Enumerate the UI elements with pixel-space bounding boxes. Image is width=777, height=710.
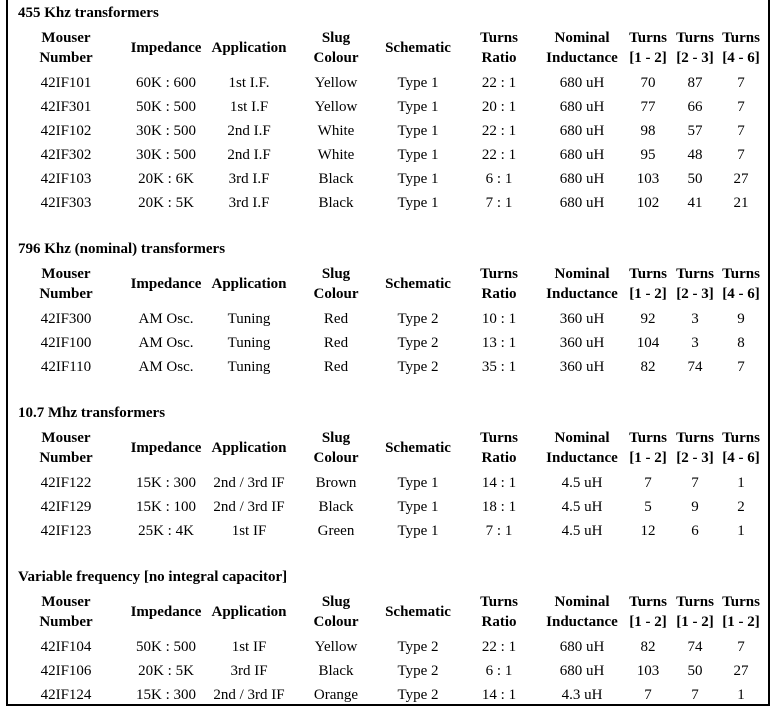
cell-turns-a: 82: [640, 639, 656, 655]
cell-mouser-number: 42IF104: [40, 639, 92, 655]
cell-nominal-inductance: 680 uH: [559, 663, 605, 679]
header-turns-1-line1: Turns: [676, 594, 714, 610]
header-turns-0-line1: Turns: [629, 594, 667, 610]
cell-application: Tuning: [227, 359, 271, 375]
cell-turns-b: 3: [691, 335, 699, 351]
cell-turns-ratio: 13 : 1: [481, 335, 517, 351]
cell-schematic: Type 1: [397, 123, 439, 139]
cell-application: Tuning: [227, 335, 271, 351]
header-nominal-inductance-line1: Nominal: [554, 30, 610, 46]
cell-slug-colour: Red: [323, 359, 349, 375]
cell-slug-colour: Orange: [313, 687, 359, 703]
cell-nominal-inductance: 680 uH: [559, 195, 605, 211]
cell-application: 1st IF: [231, 639, 267, 655]
cell-mouser-number: 42IF106: [40, 663, 92, 679]
header-slug-colour-line2: Colour: [313, 50, 359, 66]
cell-turns-a: 103: [636, 171, 660, 187]
header-slug-colour-line1: Slug: [321, 430, 351, 446]
header-slug-colour-line2: Colour: [313, 450, 359, 466]
cell-mouser-number: 42IF124: [40, 687, 92, 703]
header-turns-ratio-line2: Ratio: [481, 614, 517, 630]
cell-turns-b: 66: [687, 99, 703, 115]
header-turns-1-line2: [1 - 2]: [676, 614, 714, 630]
header-nominal-inductance-line1: Nominal: [554, 430, 610, 446]
cell-mouser-number: 42IF103: [40, 171, 92, 187]
cell-turns-c: 8: [737, 335, 745, 351]
section-title: 455 Khz transformers: [18, 5, 159, 21]
cell-turns-c: 7: [737, 99, 745, 115]
header-application: Application: [211, 604, 287, 620]
cell-impedance: AM Osc.: [138, 311, 194, 327]
header-turns-1-line2: [2 - 3]: [676, 50, 714, 66]
cell-schematic: Type 2: [397, 335, 439, 351]
cell-turns-ratio: 20 : 1: [481, 99, 517, 115]
cell-schematic: Type 2: [397, 311, 439, 327]
cell-turns-a: 102: [636, 195, 660, 211]
cell-turns-b: 6: [691, 523, 699, 539]
cell-turns-ratio: 7 : 1: [485, 195, 513, 211]
cell-nominal-inductance: 680 uH: [559, 75, 605, 91]
header-impedance: Impedance: [130, 604, 202, 620]
header-turns-2-line2: [1 - 2]: [722, 614, 760, 630]
header-turns-ratio-line2: Ratio: [481, 450, 517, 466]
cell-turns-b: 57: [687, 123, 703, 139]
header-mouser-number-line1: Mouser: [41, 430, 91, 446]
cell-schematic: Type 1: [397, 475, 439, 491]
header-nominal-inductance-line2: Inductance: [546, 614, 618, 630]
cell-impedance: 50K : 500: [136, 639, 196, 655]
header-mouser-number-line1: Mouser: [41, 594, 91, 610]
cell-turns-c: 9: [737, 311, 745, 327]
header-slug-colour-line2: Colour: [313, 286, 359, 302]
cell-turns-ratio: 6 : 1: [485, 663, 513, 679]
cell-nominal-inductance: 4.5 uH: [561, 499, 603, 515]
cell-turns-ratio: 14 : 1: [481, 475, 517, 491]
cell-mouser-number: 42IF122: [40, 475, 92, 491]
header-turns-ratio-line1: Turns: [480, 30, 518, 46]
cell-schematic: Type 1: [397, 171, 439, 187]
cell-nominal-inductance: 680 uH: [559, 99, 605, 115]
header-turns-2-line2: [4 - 6]: [722, 450, 760, 466]
header-turns-0-line1: Turns: [629, 266, 667, 282]
header-mouser-number-line2: Number: [39, 50, 93, 66]
cell-turns-c: 1: [737, 475, 745, 491]
cell-slug-colour: Black: [318, 499, 354, 515]
header-nominal-inductance-line1: Nominal: [554, 266, 610, 282]
header-impedance: Impedance: [130, 276, 202, 292]
cell-turns-c: 7: [737, 639, 745, 655]
cell-turns-ratio: 14 : 1: [481, 687, 517, 703]
cell-slug-colour: Black: [318, 195, 354, 211]
header-schematic: Schematic: [385, 604, 451, 620]
cell-nominal-inductance: 680 uH: [559, 123, 605, 139]
header-turns-ratio-line1: Turns: [480, 266, 518, 282]
header-turns-0-line2: [1 - 2]: [629, 450, 667, 466]
cell-turns-b: 74: [687, 359, 703, 375]
header-turns-2-line1: Turns: [722, 30, 760, 46]
cell-schematic: Type 2: [397, 359, 439, 375]
cell-turns-a: 12: [640, 523, 656, 539]
cell-slug-colour: Black: [318, 663, 354, 679]
cell-turns-ratio: 22 : 1: [481, 639, 517, 655]
cell-turns-a: 95: [640, 147, 656, 163]
header-turns-ratio-line1: Turns: [480, 430, 518, 446]
cell-impedance: 30K : 500: [136, 123, 196, 139]
cell-turns-c: 21: [733, 195, 749, 211]
cell-turns-ratio: 7 : 1: [485, 523, 513, 539]
cell-impedance: 20K : 6K: [138, 171, 194, 187]
cell-slug-colour: Red: [323, 311, 349, 327]
header-turns-0-line1: Turns: [629, 430, 667, 446]
cell-schematic: Type 2: [397, 663, 439, 679]
cell-turns-b: 50: [687, 171, 703, 187]
cell-mouser-number: 42IF101: [40, 75, 92, 91]
cell-impedance: 50K : 500: [136, 99, 196, 115]
cell-turns-b: 41: [687, 195, 703, 211]
cell-slug-colour: Yellow: [314, 99, 358, 115]
cell-mouser-number: 42IF302: [40, 147, 92, 163]
cell-turns-b: 50: [687, 663, 703, 679]
cell-impedance: 20K : 5K: [138, 195, 194, 211]
header-slug-colour-line1: Slug: [321, 30, 351, 46]
cell-turns-b: 48: [687, 147, 703, 163]
cell-impedance: AM Osc.: [138, 359, 194, 375]
cell-application: 2nd I.F: [227, 147, 271, 163]
header-impedance: Impedance: [130, 440, 202, 456]
header-turns-ratio-line2: Ratio: [481, 286, 517, 302]
cell-turns-a: 104: [636, 335, 660, 351]
header-turns-1-line2: [2 - 3]: [676, 450, 714, 466]
cell-application: 2nd / 3rd IF: [213, 499, 285, 515]
cell-nominal-inductance: 680 uH: [559, 147, 605, 163]
header-schematic: Schematic: [385, 40, 451, 56]
header-nominal-inductance-line1: Nominal: [554, 594, 610, 610]
cell-application: 1st I.F.: [228, 75, 270, 91]
cell-turns-ratio: 22 : 1: [481, 123, 517, 139]
cell-impedance: 30K : 500: [136, 147, 196, 163]
cell-schematic: Type 1: [397, 523, 439, 539]
cell-mouser-number: 42IF110: [40, 359, 92, 375]
cell-mouser-number: 42IF100: [40, 335, 92, 351]
cell-turns-a: 103: [636, 663, 660, 679]
cell-mouser-number: 42IF301: [40, 99, 92, 115]
cell-schematic: Type 1: [397, 147, 439, 163]
header-mouser-number-line2: Number: [39, 286, 93, 302]
cell-schematic: Type 2: [397, 639, 439, 655]
header-turns-0-line2: [1 - 2]: [629, 50, 667, 66]
header-turns-1-line1: Turns: [676, 430, 714, 446]
header-turns-2-line1: Turns: [722, 266, 760, 282]
header-turns-0-line1: Turns: [629, 30, 667, 46]
cell-turns-c: 7: [737, 359, 745, 375]
cell-impedance: 15K : 300: [136, 475, 196, 491]
cell-turns-a: 7: [644, 687, 652, 703]
cell-turns-b: 3: [691, 311, 699, 327]
cell-slug-colour: Black: [318, 171, 354, 187]
cell-slug-colour: Yellow: [314, 75, 358, 91]
header-turns-ratio-line1: Turns: [480, 594, 518, 610]
cell-nominal-inductance: 360 uH: [559, 335, 605, 351]
header-nominal-inductance-line2: Inductance: [546, 450, 618, 466]
cell-nominal-inductance: 680 uH: [559, 171, 605, 187]
cell-slug-colour: White: [317, 123, 355, 139]
cell-impedance: 20K : 5K: [138, 663, 194, 679]
cell-nominal-inductance: 680 uH: [559, 639, 605, 655]
cell-turns-c: 7: [737, 75, 745, 91]
cell-impedance: 25K : 4K: [138, 523, 194, 539]
cell-application: 3rd IF: [230, 663, 268, 679]
section-title: Variable frequency [no integral capacitor]: [18, 569, 288, 585]
cell-nominal-inductance: 4.5 uH: [561, 523, 603, 539]
header-turns-1-line2: [2 - 3]: [676, 286, 714, 302]
cell-schematic: Type 1: [397, 499, 439, 515]
cell-application: Tuning: [227, 311, 271, 327]
header-turns-2-line2: [4 - 6]: [722, 286, 760, 302]
cell-application: 2nd / 3rd IF: [213, 687, 285, 703]
header-mouser-number-line2: Number: [39, 450, 93, 466]
cell-turns-b: 7: [691, 687, 699, 703]
cell-impedance: 15K : 100: [136, 499, 196, 515]
header-turns-0-line2: [1 - 2]: [629, 286, 667, 302]
header-turns-1-line1: Turns: [676, 30, 714, 46]
cell-turns-c: 2: [737, 499, 745, 515]
cell-slug-colour: White: [317, 147, 355, 163]
cell-schematic: Type 1: [397, 99, 439, 115]
header-mouser-number-line1: Mouser: [41, 266, 91, 282]
cell-turns-a: 98: [640, 123, 656, 139]
cell-turns-c: 7: [737, 123, 745, 139]
cell-turns-c: 1: [737, 687, 745, 703]
cell-schematic: Type 1: [397, 195, 439, 211]
cell-turns-c: 27: [733, 663, 749, 679]
cell-slug-colour: Red: [323, 335, 349, 351]
cell-turns-a: 5: [644, 499, 652, 515]
cell-turns-b: 9: [691, 499, 699, 515]
cell-application: 3rd I.F: [228, 195, 270, 211]
cell-turns-ratio: 6 : 1: [485, 171, 513, 187]
cell-turns-c: 7: [737, 147, 745, 163]
header-turns-2-line1: Turns: [722, 594, 760, 610]
header-impedance: Impedance: [130, 40, 202, 56]
header-turns-1-line1: Turns: [676, 266, 714, 282]
cell-turns-a: 7: [644, 475, 652, 491]
cell-nominal-inductance: 4.3 uH: [561, 687, 603, 703]
header-application: Application: [211, 276, 287, 292]
header-mouser-number-line1: Mouser: [41, 30, 91, 46]
cell-mouser-number: 42IF303: [40, 195, 92, 211]
cell-turns-ratio: 35 : 1: [481, 359, 517, 375]
cell-slug-colour: Yellow: [314, 639, 358, 655]
cell-slug-colour: Brown: [315, 475, 357, 491]
cell-turns-b: 74: [687, 639, 703, 655]
header-application: Application: [211, 40, 287, 56]
cell-mouser-number: 42IF102: [40, 123, 92, 139]
cell-turns-ratio: 10 : 1: [481, 311, 517, 327]
cell-nominal-inductance: 360 uH: [559, 359, 605, 375]
cell-mouser-number: 42IF129: [40, 499, 92, 515]
cell-application: 2nd / 3rd IF: [213, 475, 285, 491]
cell-turns-ratio: 18 : 1: [481, 499, 517, 515]
section-title: 10.7 Mhz transformers: [18, 405, 166, 421]
cell-turns-b: 7: [691, 475, 699, 491]
cell-turns-ratio: 22 : 1: [481, 147, 517, 163]
header-application: Application: [211, 440, 287, 456]
cell-turns-a: 92: [640, 311, 656, 327]
header-nominal-inductance-line2: Inductance: [546, 50, 618, 66]
cell-turns-a: 82: [640, 359, 656, 375]
cell-impedance: 60K : 600: [136, 75, 196, 91]
cell-turns-c: 1: [737, 523, 745, 539]
cell-turns-c: 27: [733, 171, 749, 187]
header-slug-colour-line2: Colour: [313, 614, 359, 630]
cell-application: 3rd I.F: [228, 171, 270, 187]
header-turns-2-line2: [4 - 6]: [722, 50, 760, 66]
header-nominal-inductance-line2: Inductance: [546, 286, 618, 302]
header-turns-2-line1: Turns: [722, 430, 760, 446]
cell-turns-a: 77: [640, 99, 656, 115]
header-turns-ratio-line2: Ratio: [481, 50, 517, 66]
cell-nominal-inductance: 360 uH: [559, 311, 605, 327]
cell-impedance: 15K : 300: [136, 687, 196, 703]
cell-nominal-inductance: 4.5 uH: [561, 475, 603, 491]
header-slug-colour-line1: Slug: [321, 594, 351, 610]
cell-turns-a: 70: [640, 75, 656, 91]
header-mouser-number-line2: Number: [39, 614, 93, 630]
cell-application: 1st IF: [231, 523, 267, 539]
cell-turns-b: 87: [687, 75, 703, 91]
section-title: 796 Khz (nominal) transformers: [18, 241, 226, 257]
cell-slug-colour: Green: [317, 523, 355, 539]
cell-mouser-number: 42IF123: [40, 523, 92, 539]
cell-turns-ratio: 22 : 1: [481, 75, 517, 91]
cell-impedance: AM Osc.: [138, 335, 194, 351]
cell-application: 2nd I.F: [227, 123, 271, 139]
header-slug-colour-line1: Slug: [321, 266, 351, 282]
cell-mouser-number: 42IF300: [40, 311, 92, 327]
cell-schematic: Type 2: [397, 687, 439, 703]
cell-schematic: Type 1: [397, 75, 439, 91]
header-turns-0-line2: [1 - 2]: [629, 614, 667, 630]
header-schematic: Schematic: [385, 276, 451, 292]
cell-application: 1st I.F: [229, 99, 269, 115]
header-schematic: Schematic: [385, 440, 451, 456]
